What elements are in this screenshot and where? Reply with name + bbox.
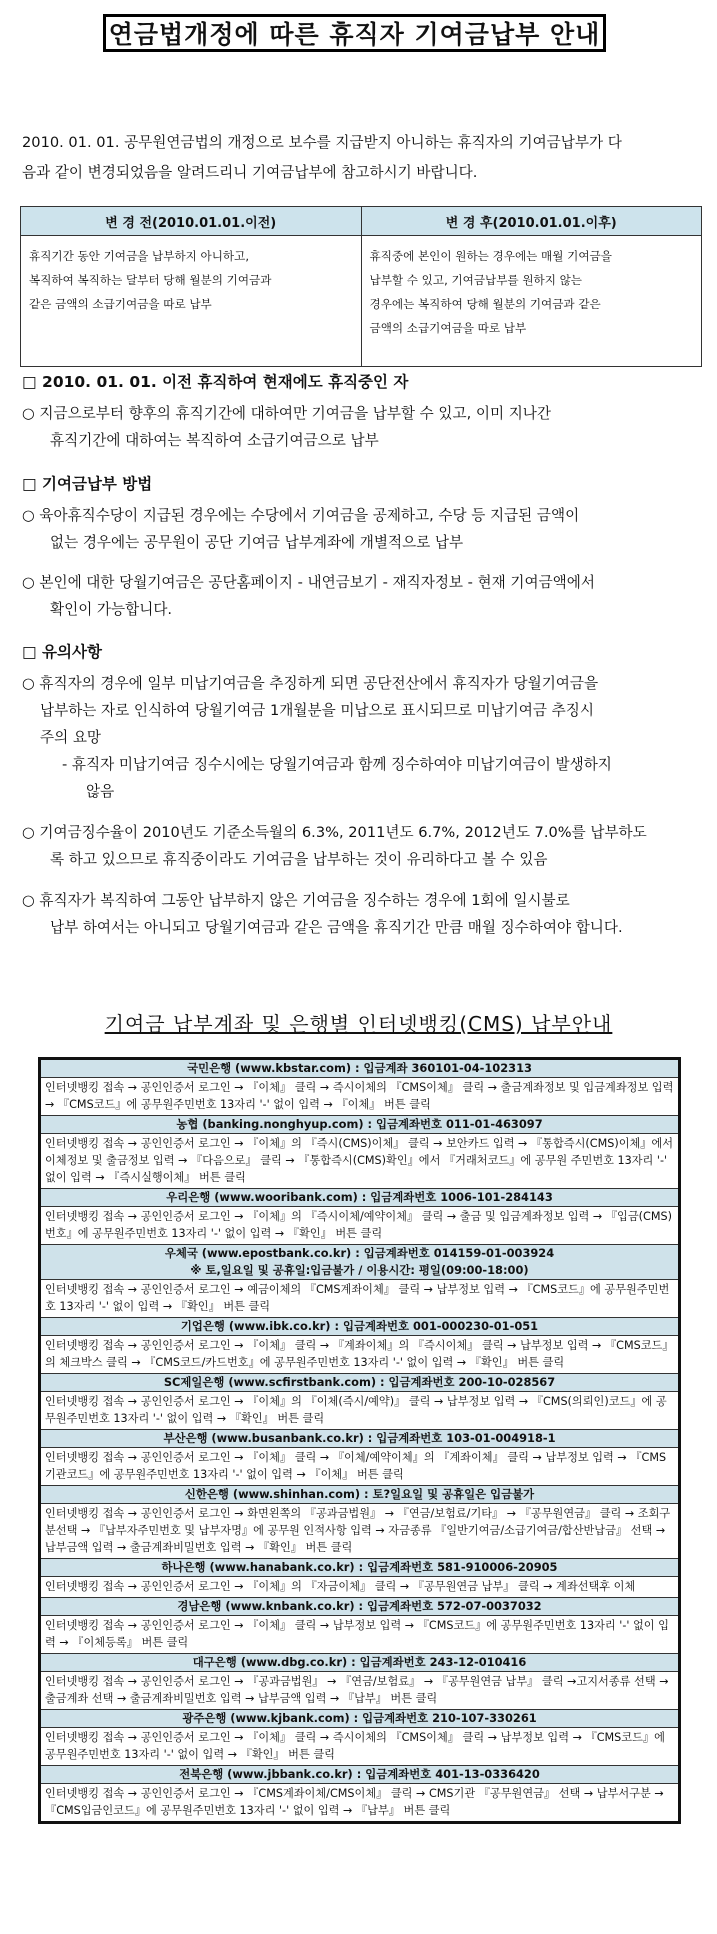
section-heading: □ 기여금납부 방법 — [22, 475, 153, 493]
bank-header — [41, 1597, 678, 1615]
bank-header-text: 대구은행 (www.dbg.co.kr) : 입금계좌번호 243-12-010416 — [192, 1655, 527, 1669]
bank-instructions: 인터넷뱅킹 접속 → 공인인증서 로그인 → 『이체』 클릭 → 즉시이체의 『CMS이체』 클릭 → 출금계좌정보 및 입금계좌정보 입력 → 『CMS코드』에 공무원주민번호 13자리 '-' 없이 입력 → 『이체』 버튼 클릭 — [41, 1077, 678, 1115]
section-heading: □ 유의사항 — [22, 643, 102, 661]
before-line: 같은 금액의 소급기여금을 따로 납부 — [29, 297, 212, 311]
bank-header — [41, 1373, 678, 1391]
item-sub-line: - 휴직자 미납기여금 징수시에는 당월기여금과 함께 징수하여야 미납기여금이 발생하지 — [62, 756, 612, 773]
bank-header-note: ※ 토,일요일 및 공휴일:입금불가 / 이용시간: 평일(09:00-18:00) — [190, 1263, 529, 1277]
list-item — [22, 670, 702, 805]
item-line: 납부하는 자로 인식하여 당월기여금 1개월분을 미납으로 표시되므로 미납기여금 추징시 — [40, 702, 594, 719]
list-item — [22, 400, 702, 454]
bank-header — [41, 1653, 678, 1671]
bank-instructions: 인터넷뱅킹 접속 → 공인인증서 로그인 → 『공과금법원』 → 『연금/보험료』 → 『공무원연금 납부』 클릭 →고지서종류 선택 →출금계좌 선택 → 출금계좌비밀번호 입력 → 납부금액 입력 → 『납부』 버튼 클릭 — [41, 1671, 678, 1709]
comparison-table — [20, 206, 702, 367]
list-item — [22, 887, 702, 941]
after-line: 금액의 소급기여금을 따로 납부 — [369, 321, 527, 335]
bank-header — [41, 1709, 678, 1727]
before-line: 휴직기간 동안 기여금을 납부하지 아니하고, — [29, 249, 250, 263]
bank-instructions: 인터넷뱅킹 접속 → 공인인증서 로그인 → 『이체』의 『이체(즉시/예약)』 클릭 → 납부정보 입력 → 『CMS(의뢰인)코드』에 공무원주민번호 13자리 '-' 없이 입력 → 『확인』 버튼 클릭 — [41, 1391, 678, 1429]
bank-header-text: 부산은행 (www.busanbank.co.kr) : 입금계좌번호 103-01-004918-1 — [163, 1431, 556, 1445]
bank-instructions: 인터넷뱅킹 접속 → 공인인증서 로그인 → 『이체』의 『자금이체』 클릭 → 『공무원연금 납부』 클릭 → 계좌선택후 이체 — [41, 1576, 678, 1597]
bank-header-text: 기업은행 (www.ibk.co.kr) : 입금계좌번호 001-000230-01-051 — [180, 1319, 539, 1333]
list-item — [22, 502, 702, 556]
after-line: 경우에는 복직하여 당해 월분의 기여금과 같은 — [369, 297, 601, 311]
item-line: 없는 경우에는 공무원이 공단 기여금 납부계좌에 개별적으로 납부 — [50, 534, 464, 551]
bank-header-text: 광주은행 (www.kjbank.com) : 입금계좌번호 210-107-330261 — [182, 1711, 537, 1725]
item-line: ○ 휴직자가 복직하여 그동안 납부하지 않은 기여금을 징수하는 경우에 1회에 일시불로 — [22, 892, 570, 909]
bank-header-text: 하나은행 (www.hanabank.co.kr) : 입금계좌번호 581-910006-20905 — [161, 1560, 558, 1574]
bank-header — [41, 1558, 678, 1576]
bank-header-text: 우체국 (www.epostbank.co.kr) : 입금계좌번호 014159-01-003924 — [164, 1246, 555, 1260]
bank-header — [41, 1317, 678, 1335]
before-line: 복직하여 복직하는 달부터 당해 월분의 기여금과 — [29, 273, 272, 287]
page-title — [103, 14, 606, 52]
bank-instructions: 인터넷뱅킹 접속 → 공인인증서 로그인 → 『CMS계좌이체/CMS이체』 클릭 → CMS기관 『공무원연금』 선택 → 납부서구분 → 『CMS입금인코드』에 공무원주민번호 13자리 '-' 없이 입력 → 『납부』 버튼 클릭 — [41, 1783, 678, 1821]
bank-header — [41, 1244, 678, 1279]
section-heading: □ 2010. 01. 01. 이전 휴직하여 현재에도 휴직중인 자 — [22, 373, 409, 391]
bank-instructions: 인터넷뱅킹 접속 → 공인인증서 로그인 → 『이체』 클릭 → 『이체/예약이체』의 『계좌이체』 클릭 → 납부정보 입력 → 『CMS기관코드』에 공무원주민번호 13자리 '-' 없이 입력 → 『이체』 버튼 클릭 — [41, 1447, 678, 1485]
bank-header-text: 농협 (banking.nonghyup.com) : 입금계좌번호 011-01-463097 — [176, 1117, 543, 1131]
bank-instructions: 인터넷뱅킹 접속 → 공인인증서 로그인 → 『이체』의 『즉시(CMS)이체』 클릭 → 보안카드 입력 → 『통합즉시(CMS)이체』에서 이체정보 및 출금정보 입력 → 『다음으로』 클릭 → 『통합즉시(CMS)확인』에서 『거래처코드』에 공무원 주민번호 13자리 '-' 없이 입력 → 『즉시실행이체』 버튼 클릭 — [41, 1133, 678, 1188]
item-line: ○ 휴직자의 경우에 일부 미납기여금을 추징하게 되면 공단전산에서 휴직자가 당월기여금을 — [22, 675, 599, 692]
bank-header-text: SC제일은행 (www.scfirstbank.com) : 입금계좌번호 200-10-028567 — [163, 1375, 556, 1389]
section-notes — [22, 640, 702, 941]
bank-instructions: 인터넷뱅킹 접속 → 공인인증서 로그인 → 『이체』의 『즉시이체/예약이체』 클릭 → 출금 및 입금계좌정보 입력 → 『입금(CMS)번호』에 공무원주민번호 13자리 '-' 없이 입력 → 『확인』 버튼 클릭 — [41, 1206, 678, 1244]
bank-instructions: 인터넷뱅킹 접속 → 공인인증서 로그인 → 『이체』 클릭 → 즉시이체의 『CMS이체』 클릭 → 납부정보 입력 → 『CMS코드』에 공무원주민번호 13자리 '-' 없이 입력 → 『확인』 버튼 클릭 — [41, 1727, 678, 1765]
after-header: 변 경 후(2010.01.01.이후) — [361, 207, 702, 236]
after-cell — [361, 236, 702, 367]
bank-header — [41, 1765, 678, 1783]
item-line: 확인이 가능합니다. — [50, 601, 173, 618]
bank-instructions: 인터넷뱅킹 접속 → 공인인증서 로그인 → 『이체』 클릭 → 납부정보 입력 → 『CMS코드』에 공무원주민번호 13자리 '-' 없이 입력 → 『이체등록』 버튼 클릭 — [41, 1615, 678, 1653]
before-cell — [21, 236, 362, 367]
bank-header — [41, 1429, 678, 1447]
item-sub-line: 않음 — [86, 783, 115, 800]
page-title-text: 연금법개정에 따른 휴직자 기여금납부 안내 — [108, 20, 601, 49]
before-header: 변 경 전(2010.01.01.이전) — [21, 207, 362, 236]
list-item — [22, 569, 702, 623]
bank-header-text: 경남은행 (www.knbank.co.kr) : 입금계좌번호 572-07-0037032 — [177, 1599, 542, 1613]
item-line: 주의 요망 — [40, 729, 102, 746]
comparison-header-row — [21, 207, 702, 236]
item-line: ○ 육아휴직수당이 지급된 경우에는 수당에서 기여금을 공제하고, 수당 등 지급된 금액이 — [22, 507, 580, 524]
after-line: 납부할 수 있고, 기여금납부를 원하지 않는 — [369, 273, 583, 287]
bank-header-text: 우리은행 (www.wooribank.com) : 입금계좌번호 1006-101-284143 — [166, 1190, 553, 1204]
bank-header — [41, 1485, 678, 1503]
bank-header-text: 국민은행 (www.kbstar.com) : 입금계좌 360101-04-102313 — [187, 1061, 532, 1075]
bank-header-text: 신한은행 (www.shinhan.com) : 토?일요일 및 공휴일은 입금불가 — [184, 1487, 535, 1501]
list-item — [22, 819, 702, 873]
bank-table — [38, 1057, 681, 1824]
intro-line: 음과 같이 변경되었음을 알려드리니 기여금납부에 참고하시기 바랍니다. — [22, 164, 478, 181]
item-line: 휴직기간에 대하여는 복직하여 소급기여금으로 납부 — [50, 432, 379, 449]
item-line: 록 하고 있으므로 휴직중이라도 기여금을 납부하는 것이 유리하다고 볼 수 있음 — [50, 851, 548, 868]
bank-header — [41, 1115, 678, 1133]
comparison-body-row — [21, 236, 702, 367]
section-current-leave — [22, 370, 702, 454]
bank-section-heading: 기여금 납부계좌 및 은행별 인터넷뱅킹(CMS) 납부안내 — [104, 1012, 613, 1036]
intro-line: 2010. 01. 01. 공무원연금법의 개정으로 보수를 지급받지 아니하는 휴직자의 기여금납부가 다 — [22, 134, 622, 151]
item-line: ○ 본인에 대한 당월기여금은 공단홈페이지 - 내연금보기 - 재직자정보 - 현재 기여금액에서 — [22, 574, 595, 591]
section-payment-method — [22, 472, 702, 623]
after-line: 휴직중에 본인이 원하는 경우에는 매월 기여금을 — [369, 249, 612, 263]
item-line: ○ 지금으로부터 향후의 휴직기간에 대하여만 기여금을 납부할 수 있고, 이미 지나간 — [22, 405, 551, 422]
bank-instructions: 인터넷뱅킹 접속 → 공인인증서 로그인 → 『이체』 클릭 → 『계좌이체』의 『즉시이체』 클릭 → 납부정보 입력 → 『CMS코드』의 체크박스 클릭 → 『CMS코드/카드번호』에 공무원주민번호 13자리 '-' 없이 입력 → 『확인』 버튼 클릭 — [41, 1335, 678, 1373]
bank-instructions: 인터넷뱅킹 접속 → 공인인증서 로그인 → 화면왼쪽의 『공과금법원』 → 『연금/보험료/기타』 → 『공무원연금』 클릭 → 조회구분선택 → 『납부자주민번호 및 납부자명』에 공무원 인적사항 입력 → 자금종류 『일반기여금/소급기여금/합산반납금』 선택 → 납부금액 입력 → 출금계좌비밀번호 입력 → 『확인』 버튼 클릭 — [41, 1503, 678, 1558]
bank-header — [41, 1188, 678, 1206]
intro-paragraph — [22, 128, 702, 188]
item-line: 납부 하여서는 아니되고 당월기여금과 같은 금액을 휴직기간 만큼 매월 징수하여야 합니다. — [50, 919, 623, 936]
item-line: ○ 기여금징수율이 2010년도 기준소득월의 6.3%, 2011년도 6.7%, 2012년도 7.0%를 납부하도 — [22, 824, 647, 841]
bank-header-text: 전북은행 (www.jbbank.co.kr) : 입금계좌번호 401-13-0336420 — [179, 1767, 540, 1781]
bank-instructions: 인터넷뱅킹 접속 → 공인인증서 로그인 → 예금이체의 『CMS계좌이체』 클릭 → 납부정보 입력 → 『CMS코드』에 공무원주민번호 13자리 '-' 없이 입력 → 『확인』 버튼 클릭 — [41, 1279, 678, 1317]
bank-header — [41, 1060, 678, 1077]
